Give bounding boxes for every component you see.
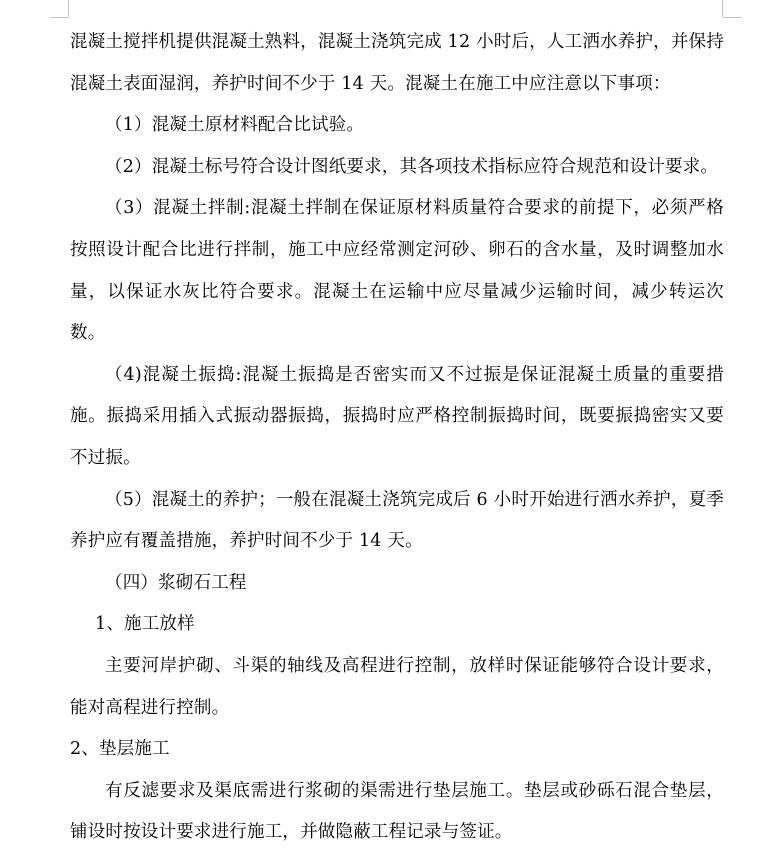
paragraph-cushion-construction: 有反滤要求及渠底需进行浆砌的渠需进行垫层施工。垫层或砂砾石混合垫层，铺设时按设计要求进行施工，并做隐蔽工程记录与签证。 (70, 780, 724, 843)
crop-mark-top-left-vertical (68, 0, 69, 17)
paragraph-item-2-grade: （2）混凝土标号符合设计图纸要求，其各项技术指标应符合规范和设计要求。 (105, 156, 719, 177)
document-body (70, 22, 724, 854)
heading-1-layout: 1、施工放样 (95, 614, 195, 635)
paragraph-layout-control: 主要河岸护砌、斗渠的轴线及高程进行控制，放样时保证能够符合设计要求，能对高程进行控制。 (70, 655, 724, 718)
crop-mark-top-left-horizontal (50, 17, 68, 18)
heading-2-cushion: 2、垫层施工 (70, 739, 170, 760)
crop-mark-top-right-horizontal (723, 17, 741, 18)
paragraph-item-4-vibration: （4)混凝土振捣:混凝土振捣是否密实而又不过振是保证混凝土质量的重要措施。振捣采用插入式振动器振捣，振捣时应严格控制振捣时间，既要振捣密实又要不过振。 (70, 364, 724, 468)
paragraph-concrete-curing-intro: 混凝土搅拌机提供混凝土熟料，混凝土浇筑完成 12 小时后，人工洒水养护，并保持混凝土表面湿润，养护时间不少于 14 天。混凝土在施工中应注意以下事项： (70, 32, 724, 94)
heading-section-4-masonry: （四）浆砌石工程 (105, 572, 247, 593)
paragraph-item-3-mixing: （3）混凝土拌制:混凝土拌制在保证原材料质量符合要求的前提下，必须严格按照设计配合比进行拌制，施工中应经常测定河砂、卵石的含水量，及时调整加水量，以保证水灰比符合要求。混凝土在运输中应尽量减少运输时间，减少转运次数。 (70, 198, 724, 344)
paragraph-item-5-curing: （5）混凝土的养护；一般在混凝土浇筑完成后 6 小时开始进行洒水养护，夏季养护应有覆盖措施，养护时间不少于 14 天。 (70, 489, 724, 552)
crop-mark-top-right-vertical (722, 0, 723, 17)
paragraph-item-1-mix-test: （1）混凝土原材料配合比试验。 (105, 115, 365, 136)
